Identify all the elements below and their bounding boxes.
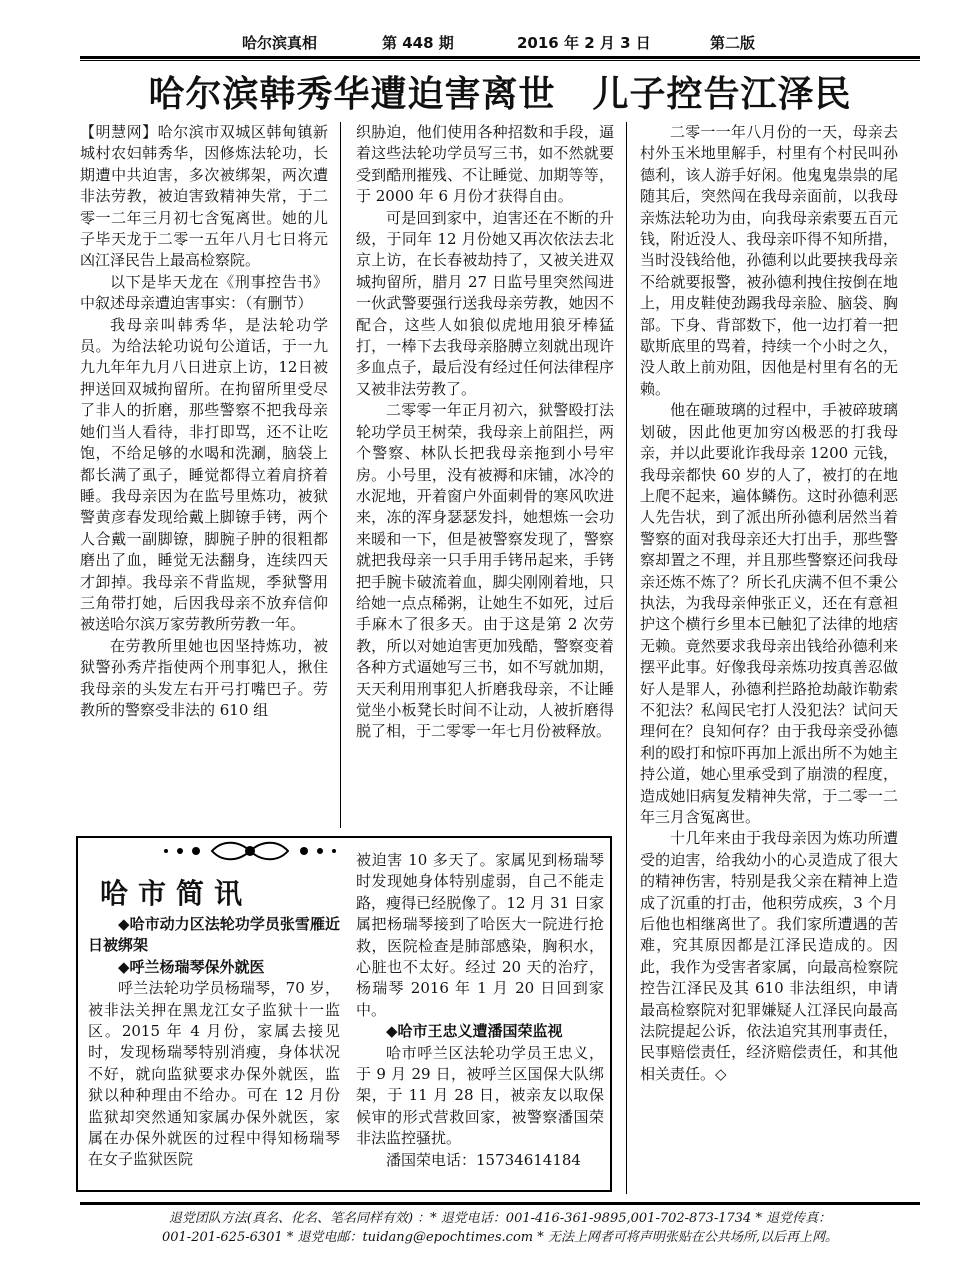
issue-number: 第 448 期 [382, 34, 454, 52]
article-paragraph: 可是回到家中，迫害还在不断的升级，于同年 12 月份她又再次依法去北京上访，在长春被劫持了，又被关进双城拘留所，腊月 27 日监号里突然闯进一伙武警要强行送我母亲劳教，她因不配合，这些人如狼似虎地用狼牙棒猛打，一棒下去我母亲胳膊立刻就出现许多血点子，最后没有经过任何法律程序又被非法劳教了。 [356, 208, 614, 398]
issue-date: 2016 年 2 月 3 日 [517, 34, 651, 52]
article-column-1 [80, 122, 328, 828]
article-paragraph: 织胁迫，他们使用各种招数和手段，逼着这些法轮功学员写三书，如不然就要受到酷刑摧残、不让睡觉、加期等等，于 2000 年 6 月份才获得自由。 [356, 123, 614, 206]
brief-body: 哈市呼兰区法轮功学员王忠义，于 9 月 29 日，被呼兰区国保大队绑架，于 11 月 28 日，被亲友以取保候审的形式营救回家，被警察潘国荣非法监控骚扰。 [356, 1043, 604, 1148]
brief-headline: ◆呼兰杨瑞琴保外就医 [118, 957, 265, 976]
article-lead: 【明慧网】哈尔滨市双城区韩甸镇新城村农妇韩秀华，因修炼法轮功，长期遭中共迫害，多次被绑架，两次遭非法劳教，被迫害致精神失常，于二零一二年三月初七含冤离世。她的儿子毕天龙于二零一五年八月七日将元凶江泽民告上最高检察院。 [80, 123, 328, 270]
briefs-column-1 [88, 914, 340, 1186]
footer-line-2: 001-201-625-6301 * 退党电邮：tuidang@epochtimes.com * 无法上网者可将声明张贴在公共场所,以后再上网。 [161, 1230, 839, 1245]
brief-body: 呼兰法轮功学员杨瑞琴，70 岁，被非法关押在黑龙江女子监狱十一监区。2015 年 4 月份，家属去接见时，发现杨瑞琴特别消瘦，身体状况不好，就向监狱要求办保外就医，监狱以种种理由不给办。可在 12 月份监狱却突然通知家属办保外就医，家属在办保外就医的过程中得知杨瑞琴在女子监狱医院 [88, 979, 340, 1169]
header-rule-thin [80, 60, 920, 61]
brief-phone: 潘国荣电话：15734614184 [386, 1150, 581, 1169]
article-paragraph: 在劳教所里她也因坚持炼功，被狱警孙秀芹指使两个刑事犯人，揪住我母亲的头发左右开弓打嘴巴子。劳教所的警察受非法的 610 组 [80, 636, 328, 719]
article-paragraph: 他在砸玻璃的过程中，手被碎玻璃划破，因此他更加穷凶极恶的打我母亲，并以此要讹诈我母亲 1200 元钱，我母亲都快 60 岁的人了，被打的在地上爬不起来，遍体鳞伤。这时孙德利恶人先告状，到了派出所孙德利居然当着警察的面对我母亲还大打出手，那些警察却置之不理，并且那些警察还问我母亲还炼不炼了？所长孔庆满不但不秉公执法，为我母亲伸张正义，还在有意袒护这个横行乡里本已触犯了法律的地痞无赖。竟然要求我母亲出钱给孙德利来摆平此事。好像我母亲炼功按真善忍做好人是罪人，孙德利拦路抢劫敲诈勒索不犯法？私闯民宅打人没犯法？试问天理何在？良知何存？由于我母亲受孙德利的殴打和惊吓再加上派出所不为她主持公道，她心里承受到了崩溃的程度，造成她旧病复发精神失常，于二零一二年三月含冤离世。 [640, 401, 898, 826]
masthead [80, 30, 920, 54]
column-divider [626, 122, 627, 1194]
article-column-3 [640, 122, 898, 1200]
brief-headline: ◆哈市动力区法轮功学员张雪雁近日被绑架 [88, 915, 340, 955]
article-paragraph: 以下是毕天龙在《刑事控告书》中叙述母亲遭迫害事实：（有删节） [80, 272, 328, 313]
brief-body: 被迫害 10 多天了。家属见到杨瑞琴时发现她身体特别虚弱，自己不能走路，瘦得已经脱像了。12 月 31 日家属把杨瑞琴接到了哈医大一院进行抢救，医院检查是肺部感染，胸积水，心脏也不太好。经过 20 天的治疗，杨瑞琴 2016 年 1 月 20 日回到家中。 [356, 851, 604, 1019]
briefs-title: 哈市简讯 [100, 877, 253, 910]
footer-rule [80, 1202, 920, 1205]
briefs-column-2 [356, 850, 604, 1188]
brief-headline: ◆哈市王忠义遭潘国荣监视 [386, 1022, 563, 1041]
footer-line-1: 退党团队方法(真名、化名、笔名同样有效) ：* 退党电话：001-416-361-9895,001-702-873-1734 * 退党传真： [168, 1211, 832, 1226]
header-rule [80, 56, 920, 59]
page-number: 第二版 [710, 34, 756, 52]
headline: 哈尔滨韩秀华遭迫害离世 儿子控告江泽民 [148, 74, 852, 115]
article-paragraph: 二零零一年正月初六，狱警殴打法轮功学员王树荣，我母亲上前阻拦，两个警察、林队长把我母亲拖到小号牢房。小号里，没有被褥和床铺，冰冷的水泥地，开着窗户外面刺骨的寒风吹进来，冻的浑身瑟瑟发抖，她想炼一会功来暖和一下，但是被警察发现了，警察就把我母亲一只手用手铐吊起来，手铐把手腕卡破流着血，脚尖刚刚着地，只给她一点点稀粥，让她生不如死，过后手麻木了很多天。由于这是第 2 次劳教，所以对她迫害更加残酷，警察变着各种方式逼她写三书，如不写就加期，天天利用刑事犯人折磨我母亲，不让睡觉坐小板凳长时间不让动，人被折磨得脱了相，于二零零一年七月份被释放。 [356, 401, 614, 741]
article-paragraph: 二零一一年八月份的一天，母亲去村外玉米地里解手，村里有个村民叫孙德利，该人游手好闲。他鬼鬼祟祟的尾随其后，突然闯在我母亲面前，以我母亲炼法轮功为由，向我母亲索要五百元钱，附近没人、我母亲吓得不知所措，当时没钱给他，孙德利以此要挟我母亲不给就要报警，被孙德利拽住按倒在地上，用皮鞋使劲踢我母亲脸、脑袋、胸部。下身、背部数下，他一边打着一把歇斯底里的骂着，持续一个小时之久，没人敢上前劝阻，因他是村里有名的无赖。 [640, 123, 898, 398]
ornament-icon [150, 838, 350, 864]
article-paragraph: 我母亲叫韩秀华，是法轮功学员。为给法轮功说句公道话，于一九九九年年九月八日进京上访，12日被押送回双城拘留所。在拘留所里受尽了非人的折磨，那些警察不把我母亲她们当人看待，非打即骂，还不让吃饱，不给足够的水喝和洗涮，脑袋上都长满了虱子，睡觉都得立着肩挤着睡。我母亲因为在监号里炼功，被狱警黄彦春发现给戴上脚镣手铐，两个人合戴一副脚镣，脚腕子肿的很粗都磨出了血，睡觉无法翻身，连续四天才卸掉。我母亲不背监规，季狱警用三角带打她，后因我母亲不放弃信仰被送哈尔滨万家劳教所劳教一年。 [80, 315, 328, 634]
article-column-2 [356, 122, 614, 828]
column-divider [340, 122, 341, 828]
paper-name: 哈尔滨真相 [242, 34, 318, 52]
article-paragraph: 十几年来由于我母亲因为炼功所遭受的迫害，给我幼小的心灵造成了很大的精神伤害，特别是我父亲在精神上造成了沉重的打击，他积劳成疾，3 个月后他也相继离世了。我们家所遭遇的苦难，究其原因都是江泽民造成的。因此，我作为受害者家属，向最高检察院控告江泽民及其 610 非法组织，申请最高检察院对犯罪嫌疑人江泽民向最高法院提起公诉，依法追究其刑事责任，民事赔偿责任，经济赔偿责任，和其他相关责任。◇ [640, 829, 898, 1083]
